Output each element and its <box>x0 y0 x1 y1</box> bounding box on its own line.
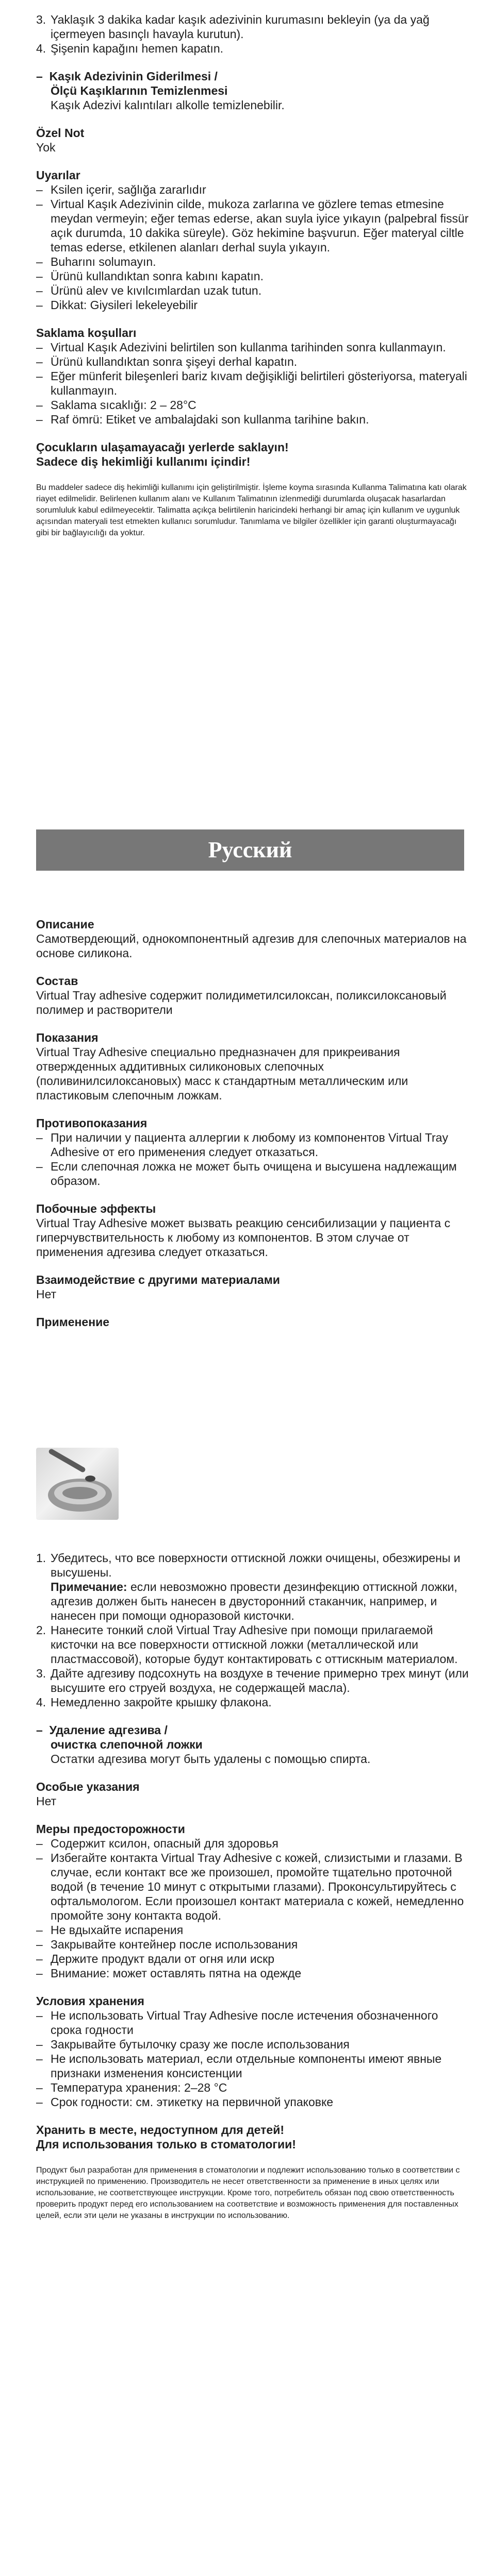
tr-section <box>36 12 469 539</box>
ru-comp-heading: Состав <box>36 974 78 988</box>
ru-dental-only: Для использования только в стоматологии! <box>36 2138 296 2151</box>
ru-section-top <box>36 917 469 1329</box>
ru-section-bottom <box>36 1551 469 2222</box>
list-item: – Температура хранения: 2–28 °C <box>36 2080 469 2095</box>
list-item: – Virtual Kaşık Adezivinin cilde, mukoza zarlarına ve gözlere temas etmesine meydan vermeyin; eğer temas ederse, akan suyla iyice yıkayın (palpebral fissür açık durumda, 10 dakika süreyle). Göz hekimine başvurun. Eğer materyal ciltle temas ederse, etkilenen alanları derhal suyla yıkayın. <box>36 197 469 255</box>
ru-removal-heading-2: очистка слепочной ложки <box>51 1738 203 1751</box>
ru-step-1: 1. Убедитесь, что все поверхности оттискной ложки очищены, обезжирены и высушены. Примечание: если невозможно провести дезинфекцию оттискной ложки, адгезив должен быть нанесен в двусторонний стаканчик, например, и нанесен при помощи одноразовой кисточки. <box>36 1551 461 1622</box>
list-item: – Не вдыхайте испарения <box>36 1923 469 1937</box>
ru-app-heading: Применение <box>36 1315 110 1329</box>
ru-storage-heading: Условия хранения <box>36 1994 144 2008</box>
ru-special-heading: Особые указания <box>36 1780 140 1793</box>
list-item: – Не использовать материал, если отдельные компоненты имеют явные признаки изменения консистенции <box>36 2052 469 2080</box>
list-item: – Ürünü kullandıktan sonra kabını kapatın. <box>36 269 469 283</box>
ru-removal-text: Остатки адгезива могут быть удалены с помощью спирта. <box>51 1752 371 1766</box>
list-item: – Содержит ксилон, опасный для здоровья <box>36 1836 469 1851</box>
ru-side-heading: Побочные эффекты <box>36 1202 156 1215</box>
ru-contra-heading: Противопоказания <box>36 1116 147 1130</box>
tr-special-heading: Özel Not <box>36 126 85 140</box>
tr-removal-text: Kaşık Adezivi kalıntıları alkolle temizlenebilir. <box>51 98 285 112</box>
ru-prec-heading: Меры предосторожности <box>36 1822 185 1836</box>
list-item: – Ürünü alev ve kıvılcımlardan uzak tutun. <box>36 283 469 298</box>
tr-children-warning: Çocukların ulaşamayacağı yerlerde saklayın! <box>36 440 289 454</box>
ru-inter-text: Нет <box>36 1287 57 1301</box>
tr-storage-list <box>36 340 469 427</box>
ru-contra-list <box>36 1130 469 1188</box>
list-item: – Срок годности: см. этикетку на первичной упаковке <box>36 2095 469 2109</box>
tr-removal-heading: – Kaşık Adezivinin Giderilmesi / <box>36 70 218 83</box>
list-item: – Если слепочная ложка не может быть очищена и высушена надлежащим образом. <box>36 1159 469 1188</box>
list-item: – Закрывайте бутылочку сразу же после использования <box>36 2037 469 2052</box>
tr-special-text: Yok <box>36 141 56 154</box>
ru-inter-heading: Взаимодействие с другими материалами <box>36 1273 280 1286</box>
ru-side-text: Virtual Tray Adhesive может вызвать реакцию сенсибилизации у пациента с гиперчувствительность к любому из компонентов. В этом случае от применения адгезива следует отказаться. <box>36 1216 451 1259</box>
list-item: – Virtual Kaşık Adezivini belirtilen son kullanma tarihinden sonra kullanmayın. <box>36 340 469 354</box>
list-item: – Buharını solumayın. <box>36 255 469 269</box>
ru-children-warning: Хранить в месте, недоступном для детей! <box>36 2123 285 2137</box>
ru-step-3: 3. Дайте адгезиву подсохнуть на воздухе в течение примерно трех минут (или высушите его струей воздуха, не содержащей масла). <box>36 1667 469 1694</box>
tr-storage-heading: Saklama koşulları <box>36 326 137 340</box>
ru-special-text: Нет <box>36 1794 57 1808</box>
list-item: – Eğer münferit bileşenleri bariz kıvam değişikliği belirtileri gösteriyorsa, materyali kullanmayın. <box>36 369 469 398</box>
list-item: – Dikkat: Giysileri lekeleyebilir <box>36 298 469 312</box>
ru-storage-list <box>36 2008 469 2109</box>
ru-prec-list <box>36 1836 469 1980</box>
ru-comp-text: Virtual Tray adhesive содержит полидиметилсилоксан, поликсилоксановый полимер и растворители <box>36 989 447 1016</box>
list-item: – Закрывайте контейнер после использования <box>36 1937 469 1952</box>
list-item: – При наличии у пациента аллергии к любому из компонентов Virtual Tray Adhesive от его применения следует отказаться. <box>36 1130 469 1159</box>
ru-step-4: 4. Немедленно закройте крышку флакона. <box>36 1696 272 1709</box>
ru-step-2: 2. Нанесите тонкий слой Virtual Tray Adhesive при помощи прилагаемой кисточки на все поверхности оттискной ложки (металлической или пластмассовой), которые будут контактировать с оттискным материалом. <box>36 1623 458 1666</box>
list-item: – Держите продукт вдали от огня или искр <box>36 1952 469 1966</box>
ru-desc-text: Самотвердеющий, однокомпонентный адгезив для слепочных материалов на основе силикона. <box>36 932 467 960</box>
tr-disclaimer: Bu maddeler sadece diş hekimliği kullanımı için geliştirilmiştir. İşleme koyma sırasında Kullanma Talimatına katı olarak riayet edilmelidir. Belirlenen kullanım alanı ve Kullanım Talimatının izlenmediği durumlarda oluşacak hasarlardan sorumluluk kabul edilmeyecektir. Talimatta açıkça belirtilenin haricindeki herhangi bir amaç için kullanım ve uygunluk açısından materyali test etmekten kullanıcı sorumludur. Tanımlama ve bilgiler özellikler için garanti oluşturmayacağı gibi bir bağlayıcılığı da yoktur. <box>36 483 467 537</box>
list-item: – Избегайте контакта Virtual Tray Adhesive с кожей, слизистыми и глазами. В случае, если контакт все же произошел, промойте тщательно проточной водой (в течение 10 минут с открытыми глазами). Проконсультируйтесь с офтальмологом. Если произошел контакт материала с кожей, немедленно промойте зону контакта водой. <box>36 1851 469 1923</box>
ru-removal-heading: – Удаление адгезива / <box>36 1723 168 1737</box>
tr-warnings-list <box>36 182 469 312</box>
tr-dental-only: Sadece diş hekimliği kullanımı içindir! <box>36 455 251 468</box>
list-item: – Внимание: может оставлять пятна на одежде <box>36 1966 469 1980</box>
ru-ind-text: Virtual Tray Adhesive специально предназначен для прикреивания отвержденных аддитивных силиконовых слепочных (поливинилсилоксановых) масс к стандартным металлическим или пластиковым слепочным ложкам. <box>36 1045 408 1102</box>
list-item: – Raf ömrü: Etiket ve ambalajdaki son kullanma tarihine bakın. <box>36 412 469 427</box>
ru-steps-list <box>36 1551 469 1709</box>
tr-step-4: 4. Şişenin kapağını hemen kapatın. <box>36 42 224 55</box>
ru-disclaimer: Продукт был разработан для применения в стоматологии и подлежит использованию только в соответствии с инструкцией по применению. Производитель не несет ответственности за применение в иных целях или использование, не соответствующее инструкции. Кроме того, потребитель обязан под свою ответственность проверить продукт перед его использованием на соответствие и возможность применения для поставленных целей, если эти цели не указаны в инструкции по использованию. <box>36 2166 460 2220</box>
tr-removal-heading-2: Ölçü Kaşıklarının Temizlenmesi <box>51 84 228 97</box>
tr-step-3: 3. Yaklaşık 3 dakika kadar kaşık adezivinin kurumasını bekleyin (ya da yağ içermeyen basınçlı havayla kurutun). <box>36 13 430 41</box>
russian-section-banner: Русский <box>36 829 464 871</box>
list-item: – Ksilen içerir, sağlığa zararlıdır <box>36 182 469 197</box>
list-item: – Ürünü kullandıktan sonra şişeyi derhal kapatın. <box>36 354 469 369</box>
tr-warnings-heading: Uyarılar <box>36 168 80 182</box>
list-item: – Не использовать Virtual Tray Adhesive после истечения обозначенного срока годности <box>36 2008 469 2037</box>
list-item: – Saklama sıcaklığı: 2 – 28°C <box>36 398 469 412</box>
ru-ind-heading: Показания <box>36 1031 99 1044</box>
tray-brush-image <box>36 1448 119 1520</box>
ru-desc-heading: Описание <box>36 918 94 931</box>
application-photo <box>36 1448 119 1520</box>
